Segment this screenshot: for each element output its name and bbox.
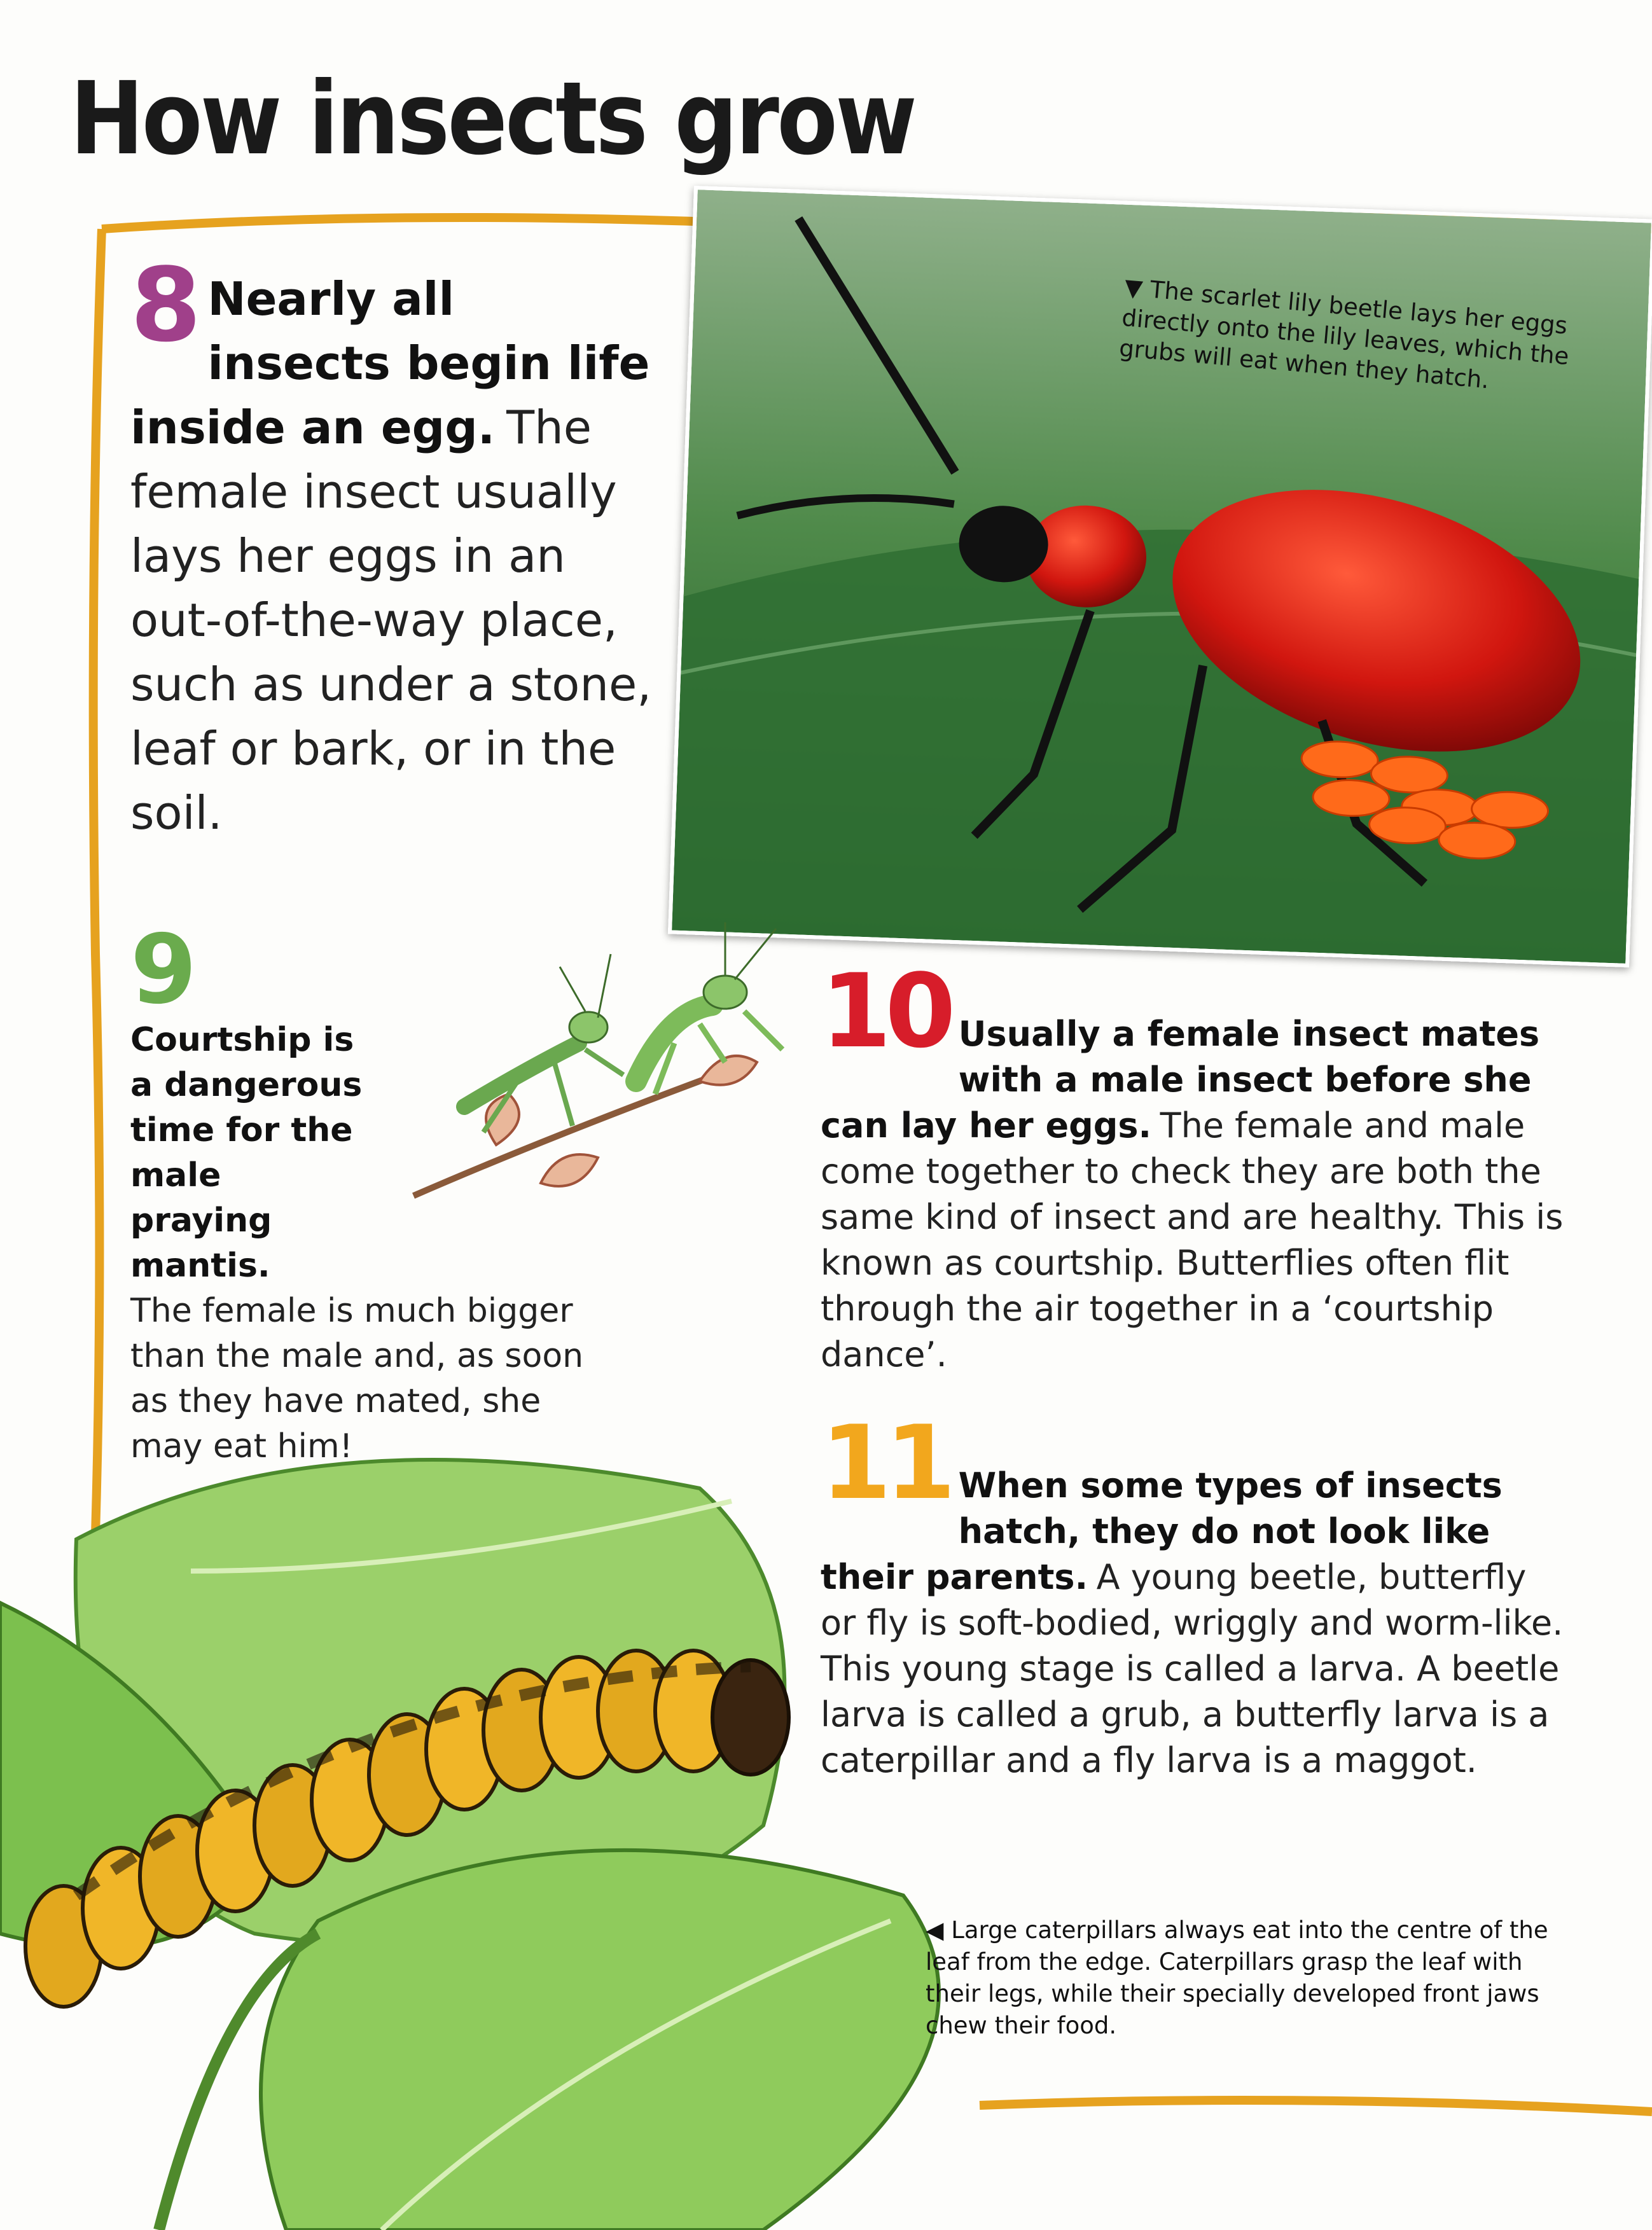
caterpillar-caption-text: Large caterpillars always eat into the centre of the leaf from the edge. Caterpillars grasp the leaf with their legs, while their specially developed front jaws chew their food. (926, 1916, 1548, 2039)
fact-9-lead: Courtship is a dangerous time for the male praying mantis. (130, 1021, 363, 1285)
beetle-caption-text: The scarlet lily beetle lays her eggs directly onto the lily leaves, which the grubs will eat when they hatch. (1118, 275, 1571, 394)
fact-8-body: The female insect usually lays her eggs in an out-of-the-way place, such as under a stone, leaf or bark, or in the soil. (130, 401, 652, 840)
fact-10 (821, 952, 1584, 1378)
fact-10-lead: Usually a female insect mates with a male insect before she can lay her eggs. (821, 1014, 1540, 1146)
fact-8-lead: Nearly all insects begin life inside an egg. (130, 272, 650, 454)
fact-11-lead: When some types of insects hatch, they do not look like their parents. (821, 1465, 1503, 1597)
fact-9-number: 9 (130, 915, 197, 1025)
fact-10-number: 10 (821, 952, 950, 1070)
praying-mantis-illustration (369, 916, 802, 1208)
fact-8-number: 8 (130, 246, 202, 364)
fact-8 (130, 246, 652, 845)
fact-11-number: 11 (821, 1403, 950, 1522)
page-title: How insects grow (70, 60, 915, 177)
fact-9-body: The female is much bigger than the male and, as soon as they have mated, she may eat him! (130, 1292, 584, 1465)
caterpillar-caption (926, 1915, 1574, 2042)
pointer-left-triangle-icon: ◀ (926, 1916, 952, 1944)
fact-10-body: The female and male come together to check they are both the same kind of insect and are healthy. This is known as courtship. Butterflies often flit through the air together in a ‘courtship dance’. (821, 1105, 1564, 1375)
caterpillar-illustration (0, 1403, 1050, 2230)
pointer-down-triangle-icon: ▼ (1123, 273, 1151, 303)
fact-11-body: A young beetle, butterfly or fly is soft-bodied, wriggly and worm-like. This young stage is called a larva. A beetle larva is called a grub, a butterfly larva is a caterpillar and a fly larva is a maggot. (821, 1557, 1564, 1780)
